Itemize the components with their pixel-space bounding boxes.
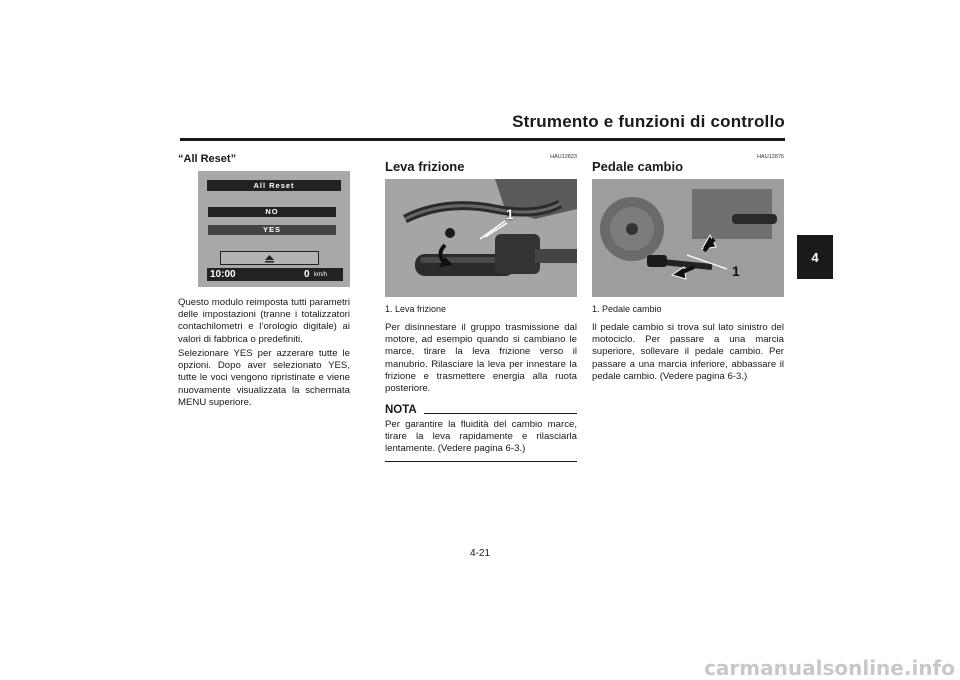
chapter-tab: 4	[797, 235, 833, 279]
eject-icon	[221, 253, 318, 265]
shift-pedal-caption: 1. Pedale cambio	[592, 304, 662, 314]
all-reset-paragraph-2: Selezionare YES per azzerare tutte le opzioni. Dopo aver selezionato YES, tutte le voci vengono ripristinate e viene nuovamente visualizzata la schermata MENU superiore.	[178, 348, 350, 408]
screen-status-bar	[207, 268, 343, 281]
screen-time: 10:00	[210, 269, 236, 280]
clutch-callout-number: 1	[506, 206, 514, 222]
all-reset-title: “All Reset”	[178, 153, 237, 165]
shift-pedal-paragraph: Il pedale cambio si trova sul lato sinistro del motociclo. Per passare a una marcia superiore, sollevare il pedale cambio. Per passare a una marcia inferiore, abbassare il pedale cambio. (Vedere pagina 6-3.)	[592, 322, 784, 382]
clutch-lever-paragraph: Per disinnestare il gruppo trasmissione dal motore, ad esempio quando si cambiano le marce, tirare la leva frizione verso il manubrio. Rilasciare la leva per innestare la frizione e trasmettere energia alla ruota posteriore.	[385, 322, 577, 395]
nota-top-rule	[424, 413, 577, 414]
clutch-lever-photo	[385, 179, 577, 297]
shift-pedal-title: Pedale cambio	[592, 159, 684, 174]
shift-pedal-illustration	[592, 179, 784, 297]
clutch-lever-illustration	[385, 179, 577, 297]
shift-callout-number: 1	[732, 263, 740, 279]
display-screen-image	[198, 171, 350, 287]
header-rule	[180, 138, 785, 141]
shift-pedal-photo	[592, 179, 784, 297]
page-header-title: Strumento e funzioni di controllo	[512, 112, 785, 131]
screen-speed-unit: km/h	[314, 272, 328, 278]
clutch-lever-title: Leva frizione	[385, 159, 465, 174]
nota-text: Per garantire la fluidità del cambio marce, tirare la leva rapidamente e rilasciarla lentamente. (Vedere pagina 6-3.)	[385, 419, 577, 455]
screen-option-no: NO	[208, 207, 336, 217]
section-code: HAU12823	[550, 154, 577, 160]
screen-up-button	[220, 251, 319, 265]
page-number: 4-21	[469, 548, 490, 559]
footer-watermark: carmanualsonline.info	[704, 656, 955, 680]
screen-speed: 0	[304, 269, 310, 280]
screen-title: All Reset	[207, 180, 341, 191]
screen-option-yes: YES	[208, 225, 336, 235]
clutch-lever-caption: 1. Leva frizione	[385, 304, 447, 314]
all-reset-paragraph-1: Questo modulo reimposta tutti parametri delle impostazioni (tranne i totalizzatori contachilometri e l’orologio digitale) ai valori di fabbrica o predefiniti.	[178, 297, 350, 345]
section-code: HAU12876	[757, 154, 784, 160]
nota-label: NOTA	[385, 404, 417, 416]
nota-bottom-rule	[385, 461, 577, 462]
